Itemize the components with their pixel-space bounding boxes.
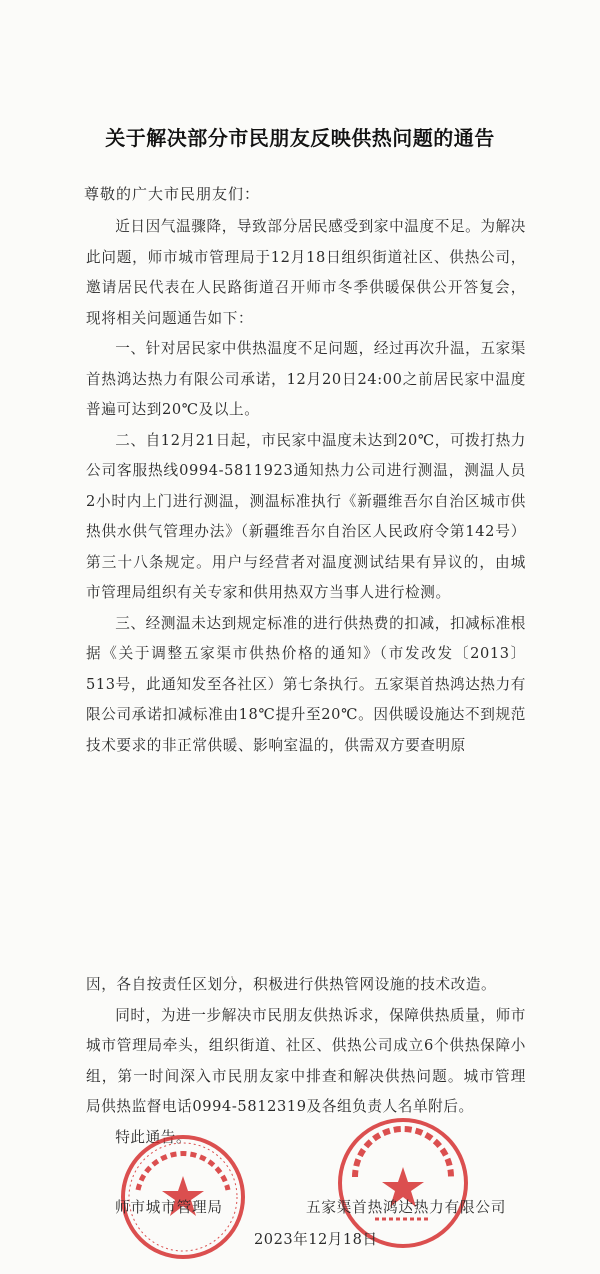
greeting: 尊敬的广大市民朋友们： <box>84 185 261 203</box>
item-one-paragraph: 一、针对居民家中供热温度不足问题，经过再次升温，五家渠首热鸿达热力有限公司承诺，12月20日24:00之前居民家中温度普遍可达到20℃及以上。 <box>86 340 526 418</box>
signatory-left: 师市城市管理局 <box>115 1199 223 1216</box>
notice-date: 2023年12月18日 <box>254 1231 378 1248</box>
item-two-paragraph: 二、自12月21日起，市民家中温度未达到20℃，可拨打热力公司客服热线0994-5811923通知热力公司进行测温，测温人员2小时内上门进行测温，测温标准执行《新疆维吾尔自治区城市供热供水供气管理办法》（新疆维吾尔自治区人民政府令第142号）第三十八条规定。用户与经营者对温度测试结果有异议的，由城市管理局组织有关专家和供用热双方当事人进行检测。 <box>86 431 526 601</box>
notice-title: 关于解决部分市民朋友反映供热问题的通告 <box>105 126 495 150</box>
same-time-paragraph: 同时，为进一步解决市民朋友供热诉求，保障供热质量，师市城市管理局牵头，组织街道、社区、供热公司成立6个供热保障小组，第一时间深入市民朋友家中排查和解决供热问题。城市管理局供热监督电话0994-5812319及各组负责人名单附后。 <box>86 1006 526 1115</box>
closing-line: 特此通告。 <box>115 1128 192 1146</box>
notice-body-upper <box>86 212 526 761</box>
signatory-right: 五家渠首热鸿达热力有限公司 <box>306 1199 507 1216</box>
intro-paragraph: 近日因气温骤降，导致部分居民感受到家中温度不足。为解决此问题，师市城市管理局于12月18日组织街道社区、供热公司，邀请居民代表在人民路街道召开师市冬季供暖保供公开答复会，现将相关问题通告如下： <box>86 218 526 327</box>
continuation-line: 因，各自按责任区划分，积极进行供热管网设施的技术改造。 <box>86 976 497 993</box>
item-three-paragraph: 三、经测温未达到规定标准的进行供热费的扣减，扣减标准根据《关于调整五家渠市供热价格的通知》（市发改发〔2013〕513号，此通知发至各社区）第七条执行。五家渠首热鸿达热力有限公司承诺扣减标准由18℃提升至20℃。因供暖设施达不到规范技术要求的非正常供暖、影响室温的，供需双方要查明原 <box>86 614 526 754</box>
